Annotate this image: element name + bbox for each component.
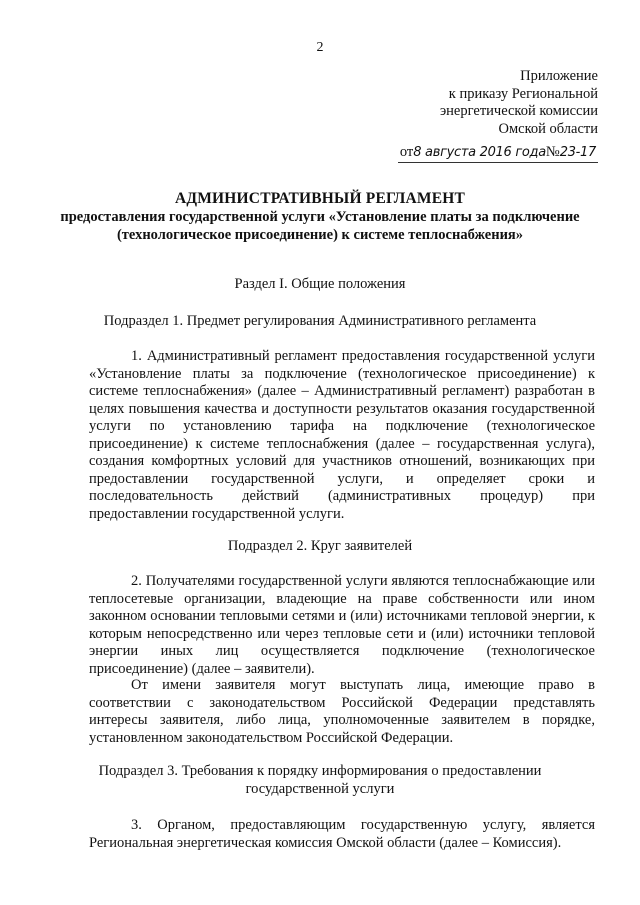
appendix-line: Приложение [520,68,598,84]
section-heading: Раздел I. Общие положения [234,276,406,292]
paragraph-text: 2. Получателями государственной услуги являются теплоснабжающие или теплосетевые организации, владеющие на праве собственности или ином законном основании тепловыми сетями и (или) источниками тепловой энергии, к которым непосредственно или через тепловые сети и (или) источники тепловой энергии иных лиц осуществляется подключение (технологическое присоединение) (далее – заявители). [89,573,595,677]
paragraph-text: 1. Административный регламент предоставления государственной услуги «Установление платы за подключение (технологическое присоединение) к системе теплоснабжения» (далее – Административный регламент) разработан в целях повышения качества и доступности результатов оказания государственной услуги по установлению тарифа на подключение (технологическое присоединение) к системе теплоснабжения (далее – государственная услуга), создания комфортных условий для участников отношений, возникающих при предоставлении государственной услуги, и определяет сроки и последовательность действий (административных процедур) при предоставлении государственной услуги. [89,348,595,522]
document-subtitle: предоставления государственной услуги «Установление платы за подключение (технологическое присоединение) к системе теплоснабжения» [60,209,580,243]
subsection-heading: Подраздел 2. Круг заявителей [227,538,413,554]
subsection-heading: государственной услуги [245,781,395,797]
document-title: АДМИНИСТРАТИВНЫЙ РЕГЛАМЕНТ [174,190,466,207]
paragraph-text: От имени заявителя могут выступать лица, имеющие право в соответствии с законодательством Российской Федерации представлять интересы заявителя, либо лица, уполномоченные заявителем в порядке, установленном законодательством Российской Федерации. [89,677,595,746]
appendix-line: энергетической комиссии [439,103,598,119]
subsection-heading: Подраздел 1. Предмет регулирования Административного регламента [103,313,537,329]
paragraph [89,817,595,852]
paragraph [89,348,595,523]
appendix-line: к приказу Региональной [448,85,598,102]
number-prefix: № [545,144,560,160]
appendix-header [398,68,598,163]
handwritten-number: 23-17 [559,145,596,160]
handwritten-date: 8 августа 2016 года [413,145,546,160]
paragraph [89,677,595,747]
paragraph-text: 3. Органом, предоставляющим государственную услугу, является Региональная энергетическая комиссия Омской области (далее – Комиссия). [89,817,595,851]
date-prefix: от [399,144,414,160]
paragraph [89,573,595,678]
order-date-line [398,144,598,163]
subsection-heading: Подраздел 3. Требования к порядку информирования о предоставлении [98,763,542,779]
page-number: 2 [316,40,324,55]
appendix-line: Омской области [498,120,598,137]
